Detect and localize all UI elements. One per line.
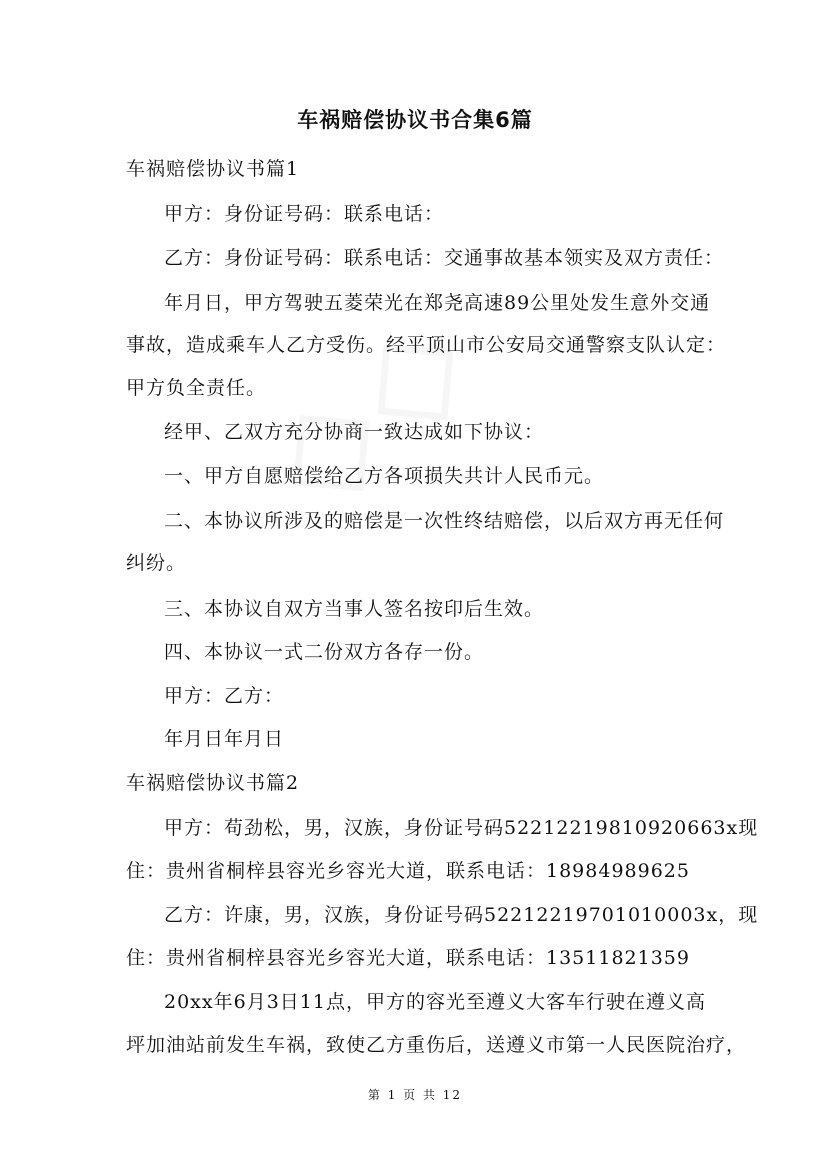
paragraph-line: 乙方：身份证号码：联系电话：交通事故基本领实及双方责任： [164, 247, 725, 269]
paragraph-line: 一、甲方自愿赔偿给乙方各项损失共计人民币元。 [164, 465, 605, 487]
document-title: 车祸赔偿协议书合集6篇 [297, 108, 533, 132]
section-heading-1: 车祸赔偿协议书篇1 [126, 158, 300, 180]
paragraph-line: 二、本协议所涉及的赔偿是一次性终结赔偿，以后双方再无任何 [164, 510, 725, 532]
paragraph-line: 事故，造成乘车人乙方受伤。经平顶山市公安局交通警察支队认定： [126, 334, 727, 356]
paragraph-line: 三、本协议自双方当事人签名按印后生效。 [164, 598, 545, 620]
paragraph-line: 经甲、乙双方充分协商一致达成如下协议： [164, 421, 545, 443]
paragraph-line: 年月日，甲方驾驶五菱荣光在郑尧高速89公里处发生意外交通 [164, 292, 711, 314]
paragraph-line: 四、本协议一式二份双方各存一份。 [164, 641, 485, 663]
paragraph-line: 纠纷。 [126, 552, 187, 574]
paragraph-line: 住：贵州省桐梓县容光乡容光大道，联系电话：13511821359 [126, 947, 690, 969]
paragraph-line: 甲方：乙方： [164, 685, 285, 707]
paragraph-line: 坪加油站前发生车祸，致使乙方重伤后，送遵义市第一人民医院治疗， [126, 1034, 747, 1056]
paragraph-line: 年月日年月日 [164, 728, 285, 750]
paragraph-line: 乙方：许康，男，汉族，身份证号码52212219701010003x，现 [164, 904, 759, 926]
watermark [237, 277, 503, 535]
paragraph-line: 甲方：苟劲松，男，汉族，身份证号码52212219810920663x现 [164, 817, 759, 839]
section-heading-2: 车祸赔偿协议书篇2 [126, 772, 300, 794]
page-footer: 第 1 页 共 12 [367, 1088, 463, 1102]
paragraph-line: 甲方负全责任。 [126, 377, 267, 399]
paragraph-line: 甲方：身份证号码：联系电话： [164, 203, 445, 225]
paragraph-line: 住：贵州省桐梓县容光乡容光大道，联系电话：18984989625 [126, 860, 690, 882]
paragraph-line: 20xx年6月3日11点，甲方的容光至遵义大客车行驶在遵义高 [164, 991, 706, 1013]
